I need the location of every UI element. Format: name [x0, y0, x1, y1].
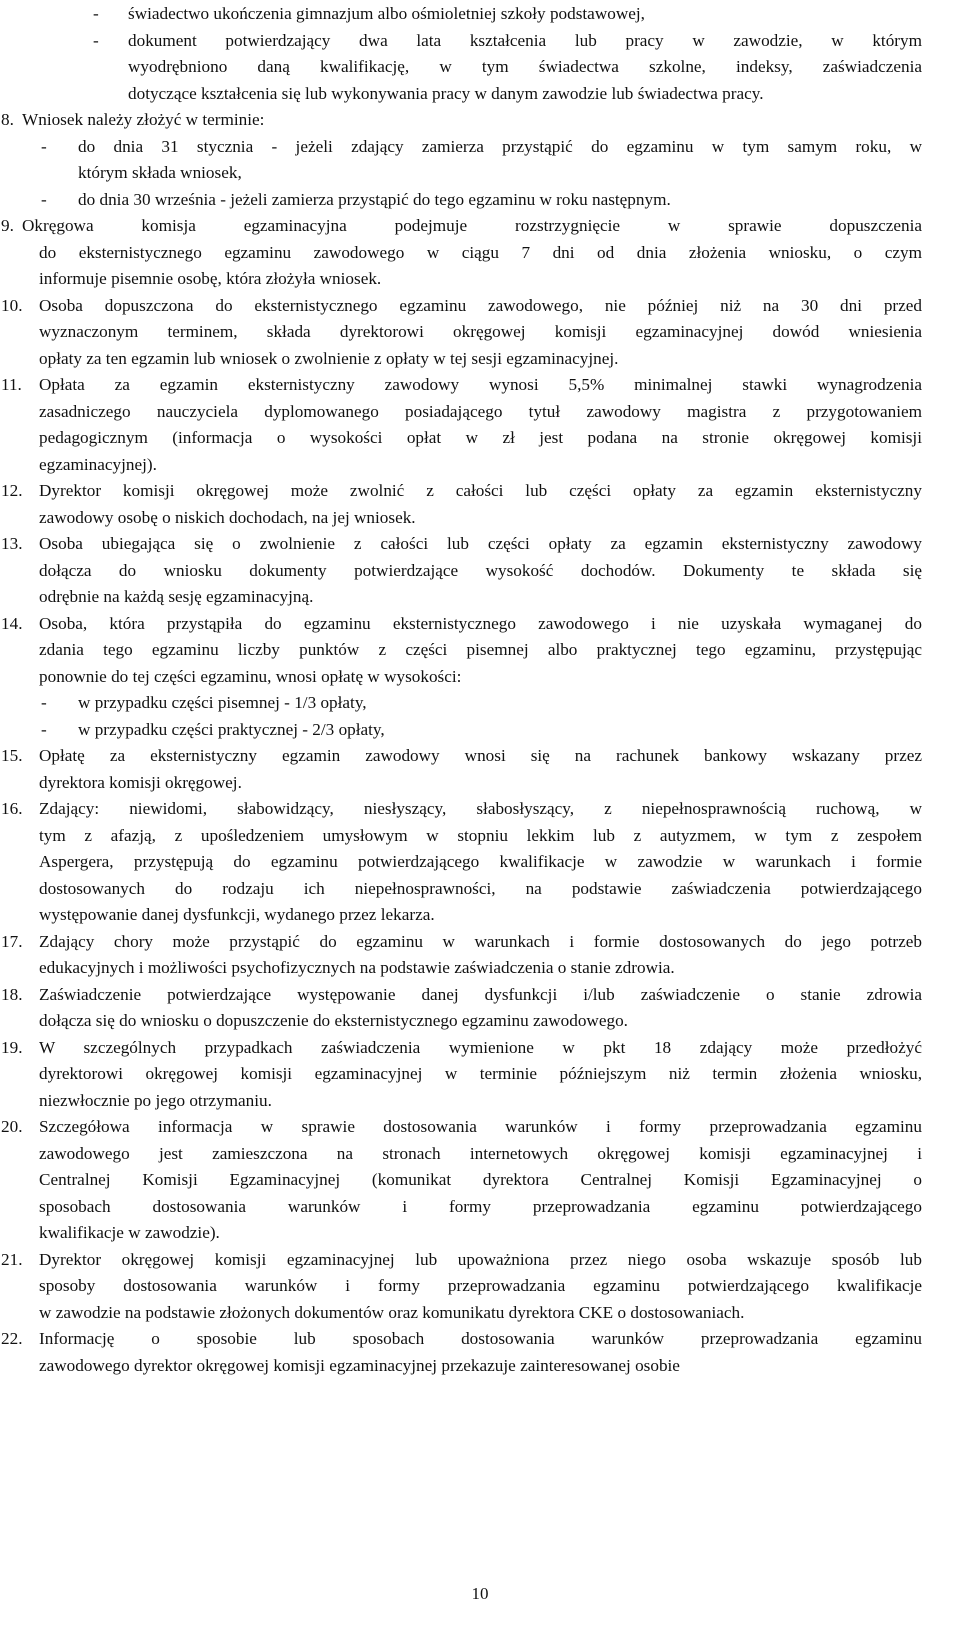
point-text: występowanie danej dysfunkcji, wydanego przez lekarza.: [39, 905, 435, 924]
point-number: 16.: [1, 799, 23, 818]
point-number: 13.: [1, 534, 23, 553]
sub-marker: -: [41, 189, 47, 209]
point-text: sposobach dostosowania warunków i formy przeprowadzania egzaminu potwierdzającego: [39, 1196, 922, 1216]
point-number: 15.: [1, 746, 23, 765]
point-text: dostosowanych do rodzaju ich niepełnosprawności, na podstawie zaświadczenia potwierdzającego: [39, 878, 922, 898]
point-text: Zdający: niewidomi, słabowidzący, niesłyszący, słabosłyszący, z niepełnosprawnością ruchową, w: [39, 799, 922, 818]
point-text: zawodowy osobę o niskich dochodach, na jej wniosek.: [39, 507, 416, 527]
point-text: zdania tego egzaminu liczby punktów z części pisemnej albo praktycznej tego egzaminu, przystępując: [39, 640, 922, 659]
point-text: ponownie do tej części egzaminu, wnosi opłatę w wysokości:: [39, 666, 462, 686]
list-item-text: wyodrębniono daną kwalifikację, w tym świadectwa szkolne, indeksy, zaświadczenia: [128, 57, 922, 76]
point-number: 11.: [1, 375, 22, 394]
point-text: Dyrektor komisji okręgowej może zwolnić z całości lub części opłaty za egzamin eksternistyczny: [39, 481, 922, 500]
point-text: Opłata za egzamin eksternistyczny zawodowy wynosi 5,5% minimalnej stawki wynagrodzenia: [39, 375, 922, 394]
point-text: zawodowego dyrektor okręgowej komisji egzaminacyjnej przekazuje zainteresowanej osobie: [39, 1355, 680, 1375]
point-text: w zawodzie na podstawie złożonych dokumentów oraz komunikatu dyrektora CKE o dostosowaniach.: [39, 1302, 745, 1322]
point-text: informuje pisemnie osobę, która złożyła wniosek.: [39, 269, 382, 288]
point-number: 12.: [1, 481, 23, 500]
point-text: egzaminacyjnej).: [39, 454, 157, 474]
page-number: 10: [471, 1584, 489, 1603]
list-item-text: świadectwo ukończenia gimnazjum albo ośmioletniej szkoły podstawowej,: [128, 4, 645, 23]
point-number: 18.: [1, 984, 23, 1004]
sub-item-text: do dnia 30 września - jeżeli zamierza przystąpić do tego egzaminu w roku następnym.: [78, 189, 671, 209]
point-text: Osoba dopuszczona do eksternistycznego egzaminu zawodowego, nie później niż na 30 dni przed: [39, 295, 922, 315]
point-text: dołącza do wniosku dokumenty potwierdzające wysokość dochodów. Dokumenty te składa się: [39, 560, 922, 580]
point-number: 22.: [1, 1329, 23, 1348]
point-text: opłaty za ten egzamin lub wniosek o zwolnienie z opłaty w tej sesji egzaminacyjnej.: [39, 348, 619, 368]
point-text: Informację o sposobie lub sposobach dostosowania warunków przeprowadzania egzaminu: [39, 1329, 922, 1348]
point-text: Szczegółowa informacja w sprawie dostosowania warunków i formy przeprowadzania egzaminu: [39, 1117, 922, 1136]
point-text: dyrektora komisji okręgowej.: [39, 772, 242, 792]
point-number: 19.: [1, 1037, 23, 1057]
point-number: 10.: [1, 295, 23, 315]
point-number: 20.: [1, 1117, 23, 1136]
point-text: Wniosek należy złożyć w terminie:: [22, 110, 265, 129]
point-text: Centralnej Komisji Egzaminacyjnej (komunikat dyrektora Centralnej Komisji Egzaminacyjnej o: [39, 1170, 922, 1189]
point-text: Zaświadczenie potwierdzające występowanie danej dysfunkcji i/lub zaświadczenie o stanie zdrowia: [39, 984, 922, 1004]
list-marker: -: [93, 4, 99, 23]
list-item-text: dokument potwierdzający dwa lata kształcenia lub pracy w zawodzie, w którym: [128, 30, 922, 50]
list-marker: -: [93, 30, 99, 50]
sub-marker: -: [41, 136, 47, 156]
point-text: Osoba ubiegająca się o zwolnienie z całości lub części opłaty za egzamin eksternistyczny zawodowy: [39, 534, 922, 553]
point-text: zawodowego jest zamieszczona na stronach internetowych okręgowej komisji egzaminacyjnej i: [39, 1143, 922, 1163]
point-text: wyznaczonym terminem, składa dyrektorowi okręgowej komisji egzaminacyjnej dowód wniesienia: [39, 322, 922, 341]
point-text: kwalifikacje w zawodzie).: [39, 1223, 220, 1242]
point-text: edukacyjnych i możliwości psychofizycznych na podstawie zaświadczenia o stanie zdrowia.: [39, 958, 675, 977]
sub-item-text: w przypadku części pisemnej - 1/3 opłaty,: [78, 693, 367, 712]
point-text: odrębnie na każdą sesję egzaminacyjną.: [39, 587, 314, 606]
point-text: niezwłocznie po jego otrzymaniu.: [39, 1090, 272, 1110]
point-text: Aspergera, przystępują do egzaminu potwierdzającego kwalifikacje w zawodzie w warunkach i formie: [39, 852, 922, 871]
point-text: Osoba, która przystąpiła do egzaminu eksternistycznego zawodowego i nie uzyskała wymaganej do: [39, 613, 922, 633]
point-text: Okręgowa komisja egzaminacyjna podejmuje rozstrzygnięcie w sprawie dopuszczenia: [22, 216, 922, 235]
point-text: Dyrektor okręgowej komisji egzaminacyjnej lub upoważniona przez niego osoba wskazuje sposób lub: [39, 1249, 922, 1269]
point-text: tym z afazją, z upośledzeniem umysłowym w stopniu lekkim lub z autyzmem, w tym z zespołem: [39, 825, 922, 845]
point-text: pedagogicznym (informacja o wysokości opłat w zł jest podana na stronie okręgowej komisji: [39, 428, 922, 447]
point-text: Zdający chory może przystąpić do egzaminu w warunkach i formie dostosowanych do jego potrzeb: [39, 931, 922, 951]
sub-marker: -: [41, 693, 47, 712]
sub-item-text: w przypadku części praktycznej - 2/3 opłaty,: [78, 719, 385, 739]
point-number: 17.: [1, 931, 23, 951]
point-text: zasadniczego nauczyciela dyplomowanego posiadającego tytuł zawodowy magistra z przygotowaniem: [39, 401, 922, 421]
point-number: 14.: [1, 613, 23, 633]
point-text: W szczególnych przypadkach zaświadczenia wymienione w pkt 18 zdający może przedłożyć: [39, 1037, 922, 1057]
sub-item-text: którym składa wniosek,: [78, 163, 242, 182]
point-text: Opłatę za eksternistyczny egzamin zawodowy wnosi się na rachunek bankowy wskazany przez: [39, 746, 922, 765]
point-text: do eksternistycznego egzaminu zawodowego w ciągu 7 dni od dnia złożenia wniosku, o czym: [39, 242, 922, 262]
list-item-text: dotyczące kształcenia się lub wykonywania pracy w danym zawodzie lub świadectwa pracy.: [128, 83, 764, 103]
sub-item-text: do dnia 31 stycznia - jeżeli zdający zamierza przystąpić do egzaminu w tym samym roku, w: [78, 136, 922, 156]
sub-marker: -: [41, 719, 47, 739]
point-text: dyrektorowi okręgowej komisji egzaminacyjnej w terminie późniejszym niż termin złożenia wniosku,: [39, 1064, 922, 1083]
point-number: 21.: [1, 1249, 23, 1269]
point-text: sposoby dostosowania warunków i formy przeprowadzania egzaminu potwierdzającego kwalifikacje: [39, 1276, 922, 1295]
point-text: dołącza się do wniosku o dopuszczenie do eksternistycznego egzaminu zawodowego.: [39, 1011, 628, 1030]
point-number: 8.: [1, 110, 14, 129]
point-number: 9.: [1, 216, 14, 235]
